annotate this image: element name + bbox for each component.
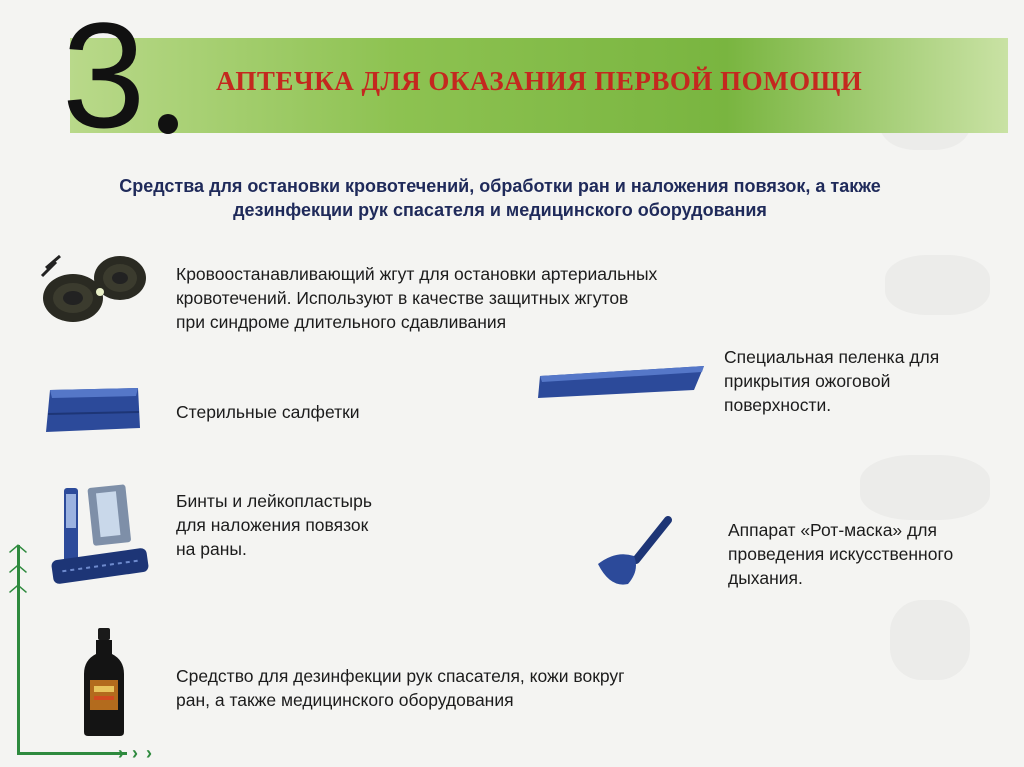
section-number: 3 [62,0,146,159]
text-line: кровотечений. Используют в качестве защитных жгутов [176,288,629,308]
napkins-icon [42,384,142,436]
chevron-right-icon: › [146,743,152,763]
disinfectant-text [176,664,625,712]
decor-bottom-line [17,752,127,755]
tourniquet-text [176,262,657,334]
text-line: ран, а также медицинского оборудования [176,690,514,710]
mouth-mask-device-icon [592,516,676,588]
text-line: Кровоостанавливающий жгут для остановки артериальных [176,264,658,284]
chevron-right-icon: › [118,743,124,763]
chevron-right-icon: › [132,743,138,763]
text-line: дыхания. [728,568,803,588]
chevron-up-icon: ︿ [9,575,27,595]
text-line: Специальная пеленка для [724,347,940,367]
text-line: при синдроме длительного сдавливания [176,312,507,332]
text-line: на раны. [176,539,247,559]
text-line: поверхности. [724,395,832,415]
text-line: прикрытия ожоговой [724,371,891,391]
text-line: для наложения повязок [176,515,369,535]
text-line: Средство для дезинфекции рук спасателя, кожи вокруг [176,666,625,686]
subtitle [70,174,930,222]
burn-sheet-text [724,345,939,417]
chevron-up-icon: ︿ [9,555,27,575]
text-line: Аппарат «Рот-маска» для [728,520,937,540]
text-line: Бинты и лейкопластырь [176,491,372,511]
bandages-text [176,489,372,561]
text-line: Стерильные салфетки [176,402,360,422]
chevron-up-icon: ︿ [9,535,27,555]
tourniquet-icon [38,248,148,328]
background-ghost [860,455,990,520]
subtitle-line: Средства для остановки кровотечений, обработки ран и наложения повязок, а также [119,176,881,196]
background-ghost [890,600,970,680]
background-ghost [885,255,990,315]
section-number-dot [158,114,178,134]
mouth-mask-text [728,518,953,590]
burn-sheet-icon [536,362,708,402]
napkins-text [176,400,360,424]
subtitle-line: дезинфекции рук спасателя и медицинского оборудования [233,200,767,220]
disinfectant-bottle-icon [80,626,128,738]
bandages-icon [40,482,160,586]
text-line: проведения искусственного [728,544,954,564]
page-title: АПТЕЧКА ДЛЯ ОКАЗАНИЯ ПЕРВОЙ ПОМОЩИ [216,66,863,96]
